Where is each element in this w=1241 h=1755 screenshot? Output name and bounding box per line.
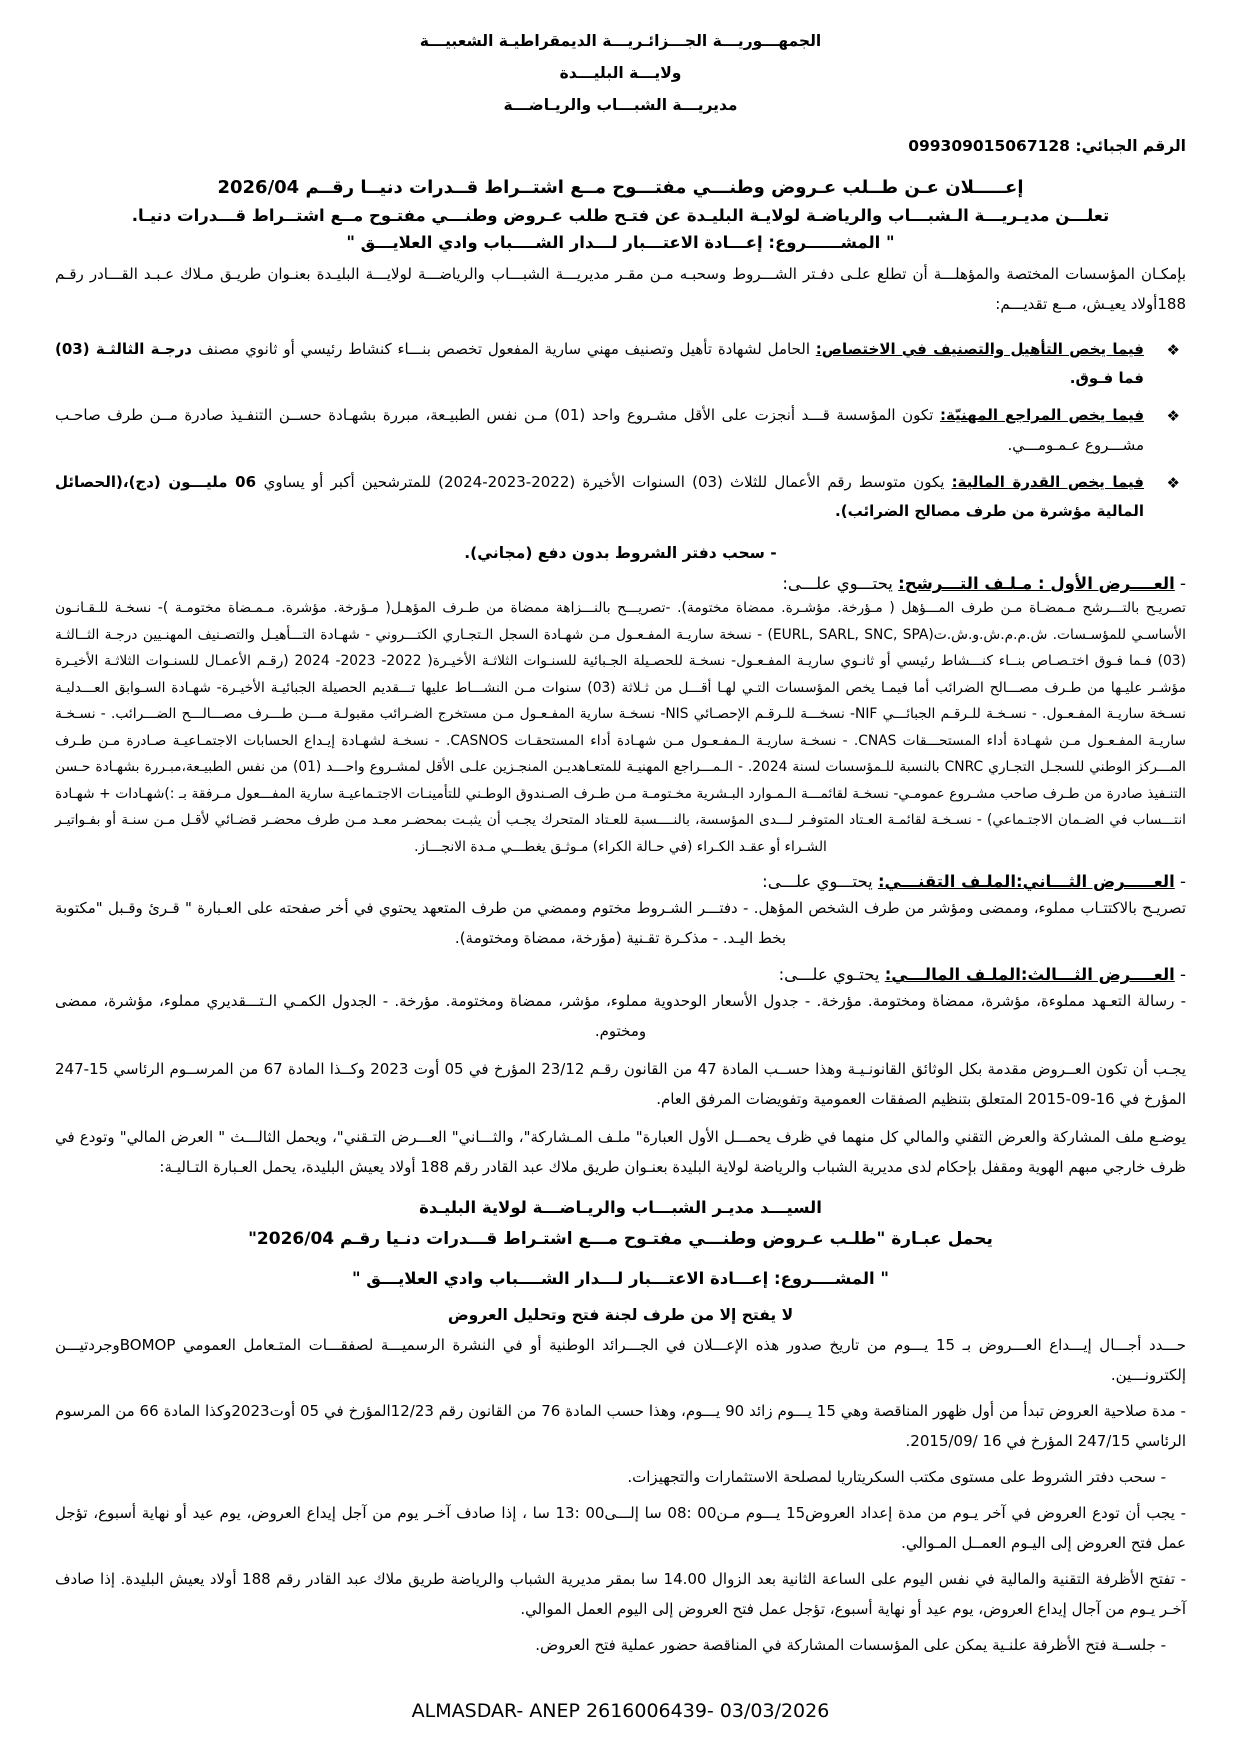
header-line-republic: الجمهـــوريـــة الجـــزائـريـــة الديمقراطيـة الشعبيـــة (419, 32, 822, 50)
deadline-validity-note: - مدة صلاحية العروض تبدأ من أول ظهور المناقصة وهي 15 يـــوم زائد 90 يـــوم، وهذا حسب المادة 76 من القانون رقم 12/23المؤرخ في 05 أوت2023وكذا المادة 66 من المرسوم الرئاسي 247/15 المؤرخ في 16 /2015/09. (55, 1402, 1186, 1451)
announcement-intro: تعلـــن مديـريـــة الـشبـــاب والرياضـة لولايـة البليـدة عن فتـح طلب عـروض وطنـــي مفتـوح مــع اشتــراط قـــدرات دنيـا. (131, 206, 1110, 226)
project-title: " المشــــــروع: إعـــادة الاعتـــبار لـــدار الشــــباب وادي العلايـــق " (346, 233, 895, 253)
diamond-bullet-icon: ❖ (1166, 473, 1180, 492)
offer-heading-2 (55, 872, 1186, 891)
address-open-only-phrase: لا يفتح إلا من طرف لجنة فتح وتحليل العروض (447, 1306, 794, 1325)
offer-suffix: يحتـــوي علـــى: (762, 872, 878, 892)
national-header (55, 26, 1186, 121)
page-footer-anep: ALMASDAR- ANEP 2616006439- 03/03/2026 (411, 1700, 830, 1723)
deadline-publication-note: حـــدد أجـــال إيـــداع العـــروض بـ 15 يـــوم من تاريخ صدور هذه الإعـــلان في الجـــرائد الوطنية أو في النشرة الرسميـــة لصفقـــات المتـعامل العمومي BOMOPوجردتيـــن إلكترونـــين. (55, 1336, 1186, 1385)
dash: - (1174, 872, 1186, 892)
offer-heading-3 (55, 965, 1186, 984)
diamond-bullet-icon: ❖ (1166, 340, 1180, 359)
deadline-secretariat-note: - سحب دفتر الشروط على مستوى مكتب السكريتاريا لمصلحة الاستثمارات والتجهيزات. (627, 1468, 1166, 1487)
eligibility-paragraph: بإمكـان المؤسسات المختصة والمؤهلـــة أن تطلع علـى دفـتر الشـــروط وسحبـه مـن مقـر مديريـــة الشبـــاب والرياضـــة لولايـــة البليـدة بعنـوان طريـق مـلاك عـبـد القـــادر رقـم 188أولاد يعيـش، مــع تقديـــم: (55, 265, 1186, 313)
dash: - (1174, 965, 1186, 985)
offer-suffix: يحتـوي علـــى: (778, 965, 885, 985)
requirement-text: تكون المؤسسة قـــد أنجزت على الأقل مشـروع واحد (01) مـن نفس الطبيـعة، مبررة بشهـادة حســن التنفـيذ صادرة مــن طرف صاحـب مشـــروع عـمـومـــي. (55, 406, 1144, 454)
submission-address-block (55, 1198, 1186, 1324)
diamond-bullet-icon: ❖ (1166, 407, 1180, 426)
requirement-item-references (55, 401, 1186, 460)
requirement-bold-text: درجـة الثالثـة (03) فما فـوق. (55, 339, 1144, 388)
free-withdrawal-note: - سحب دفتر الشروط بدون دفع (مجاني). (464, 544, 777, 563)
address-tender-phrase: يحمل عبـارة "طلـب عـروض وطنـــي مفتـوح مـــع اشتـراط قـــدرات دنـيا رقـم 2026/04" (248, 1229, 993, 1250)
address-project-phrase: " المشــــروع: إعـــادة الاعتـــبار لـــدار الشــــباب وادي العلايـــق " (351, 1269, 890, 1289)
offer-body-financial-file: - رسالة التعـهد مملوءة، مؤشرة، ممضاة ومختومة. مؤرخة. - جدول الأسعار الوحدوية مملوء، مؤشر، ممضاة ومختومة. مؤرخة. - الجدول الكمـي الـتـــقديري مملوء، مؤشرة، ممضى ومختوم. (55, 992, 1186, 1041)
header-line-wilaya: ولايـــة البليـــدة (559, 63, 682, 82)
requirement-item-financial (55, 468, 1186, 527)
header-line-directorate: مديريـــة الشبـــاب والريـاضـــة (503, 95, 738, 114)
offer-title: العـــــرض الثـــاني:الملـف التقنـــي: (877, 872, 1175, 892)
offer-heading-1 (55, 574, 1186, 593)
announcement-title: إعـــــلان عـن طــلب عـروض وطنـــي مفتـــوح مــع اشتــراط قــدرات دنيــا رقــم 2026/04 (217, 177, 1024, 199)
requirement-text: الحامل لشهادة تأهيل وتصنيف مهني سارية المفعول تخصص بنـــاء كنشاط رئيسي أو ثانوي مصنف (198, 339, 816, 358)
fiscal-number: الرقم الجبائي: 099309015067128 (908, 137, 1186, 156)
deadline-opening-note: - تفتح الأظرفة التقنية والمالية في نفس اليوم على الساعة الثانية بعد الزوال 14.00 سا بمقر مديرية الشباب والرياضة طريق ملاك عبد القادر رقم 188 أولاد يعيش البليدة. إذا صادف آخـر يـوم من آجال إيداع العروض، يوم عيد أو نهاية أسبوع، تؤجل عمل فتح العروض إلى اليوم العمل الموالي. (55, 1570, 1186, 1619)
offer-suffix: يحتـــوي علـــى: (782, 574, 899, 594)
requirement-title: فيما يخص التأهيل والتصنيف في الاختصاص: (815, 339, 1144, 358)
requirement-text: يكون متوسط رقم الأعمال للثلاث (03) السنوات الأخيرة (2022-2023-2024) للمترشحين أكبر أو يساوي (263, 472, 952, 491)
offer-title: العــــرض الأول : مـلـف التـــرشح: (898, 574, 1175, 594)
deadline-deposit-hours-note: - يجب أن تودع العروض في آخر يـوم من مدة إعداد العروض15 يـــوم مـن00 :08 سا إلـــى00 :13 سا ، إذا صادف آخـر يوم من آجل إيداع العروض، يوم عيد أو نهاية أسبوع، تؤجل عمل فتح العروض إلى اليـوم العمــل المـوالي. (55, 1504, 1186, 1553)
offer-title: العــــرض الثـــالث:الملـف المالـــي: (884, 965, 1175, 985)
dash: - (1174, 574, 1186, 594)
offer-body-candidacy-file: تصريـح بالتـــرشح مـمضـاة مـن طرف المـــؤهل ( مـؤرخة. مؤشـرة. ممضاة مختومة). -تصريـــح بالنـــزاهة ممضاة من طـرف المؤهـل( مـؤرخة. مؤشرة. مـمـضاة مختومـة )- نسخـة للـقـانـون الأساسـي للمؤسـسات. ش.م.م.ش.و.ش.ت(EURL, SARL, SNC, SPA) - نسخة ساريـة المفـعـول مـن شهـادة السجل الـتجـاري الكتـــروني - شهـادة التـــأهيـل والتصـنيف المهنـيين درجـة الثــالثـة (03) فـما فـوق اختـصـاص بنــاء كنـــشاط رئيسي أو ثانـوي ساريـة المفـعـول- نسخـة للحصـيلة الجـبائية للسنـوات الثلاثـة الأخيـرة( 2022- 2023- 2024 (رقـم الأعمـال للسنـوات الثلاثـة الأخيـرة مؤشـر عليـها من طـرف مصـــالح الضرائب أما فيمـا يخص المؤسسات التـي لهـا أقـــل من ثـلاثة (03) سنوات مـن النشـــاط عليها تـــقديم الحصيلة الجبائيـة الأخيـرة- شهـادة السـوابق العـــدليـة نسـخة ساريـة المفـعـول. - نسـخـة للـرقـم الجبائـــي NIF- نسخـــة للـرقـم الإحصـائي NIS- نسخـة سارية المفـعـول مـن مستخرج الضـرائب مقبولـة مـــن طـــرف مصـــالـــح الضـــرائب. - نسـخـة ساريـة المفـعـول مـن شهـادة أداء المستحـــقات CNAS. - نسخـة ساريـة الـمفـعـول مـن شهـادة أداء المستحقـات CASNOS. - نسخـة لشهـادة إيـداع الحسابات الاجتمـاعيـة صـادرة مـن طـرف المـــركز الوطني للسجـل التجـاري CNRC بالنسبة للـمؤسسات لسنة 2024. - الـمـــراجع المهنيـة للمتعـاهديـن المنجـزين علـى الأقل لمشـروع واحـــد (01) من نفس الطبيـعة،مبـررة بشهـادة حـسن التنـفيذ صادرة من طـرف صاحب مشـروع عمومـي- نسخـة لقائمـــة الـمـوارد البـشرية مخـتومـة مـن طـرف الصـندوق الوطـني للتأمينـات الاجتـماعيـة سارية المفـــعول مـرفقة بـ :)شهـادات + شهـادة انتـــساب في الضـمان الاجتـماعي) - نسـخـة لقائمـة العـتاد المتوفـر لـــدى المؤسسة، بالنــــسبة للعـتاد المتحرك يجـب أن يثبـت بمحضـر معـد مـن طرف محضـر قضـائي لأقـل مـن سنـة أو بفـواتيـر الشـراء أو عقـد الكـراء (في حـالة الكراء) مـوثـق يغطـــي مـدة الانجـــاز. (55, 600, 1187, 855)
requirement-bold-text: 06 مليـــون (دج)،(الحصائل المالية مؤشرة من طرف مصالح الضرائب). (55, 472, 1144, 521)
requirements-list (55, 335, 1186, 527)
requirement-title: فيما يخص القدرة المالية: (951, 472, 1144, 491)
legal-documents-note: يجـب أن تكون العــروض مقدمة بكل الوثائق القانونـيـة وهذا حســب المادة 47 من القانون رقـم 23/12 المؤرخ في 05 أوت 2023 وكــذا المادة 67 من المرســوم الرئاسي 15-247 المؤرخ في 16-09-2015 المتعلق بتنظيم الصفقات العمومية وتفويضات المرفق العام. (55, 1060, 1187, 1109)
address-director-line: السيـــد مديـر الشبـــاب والريـاضـــة لولاية البليـدة (419, 1198, 822, 1218)
offer-body-technical-file: تصريـح بالاكتتـاب مملوء، وممضى ومؤشر من طرف الشخص المؤهل. - دفتـــر الشـروط مختوم وممضي من طرف المتعهد يحتوي في أخر صفحته على العـبارة " قـرئ وقـبل "مكتوبة بخط اليـد. - مذكـرة تقـنية (مؤرخة، ممضاة ومختومة). (55, 899, 1186, 948)
requirement-item-qualification (55, 335, 1186, 394)
requirement-title: فيما يخص المراجع المهنيّة: (939, 406, 1145, 425)
envelope-instructions-note: يوضـع ملف المشاركة والعرض التقني والمالي كل منهما في ظرف يحمـــل الأول العبارة" ملـف المـشاركة"، والثـــاني" العـــرض التـقني"، ويحمل الثالـــث " العرض المالي" وتودع في ظرف خارجي مبهم الهوية ومقفل بإحكام لدى مديرية الشباب والرياضة لولاية البليدة بعنـوان طريق ملاك عبد القادر رقم 188 أولاد يعيش البليدة، يحمل العـبارة التـاليـة: (55, 1128, 1186, 1177)
deadline-public-session-note: - جلســة فتح الأظرفة علنـية يمكن على المؤسسات المشاركة في المناقصة حضور عملية فتح العروض. (535, 1636, 1166, 1655)
